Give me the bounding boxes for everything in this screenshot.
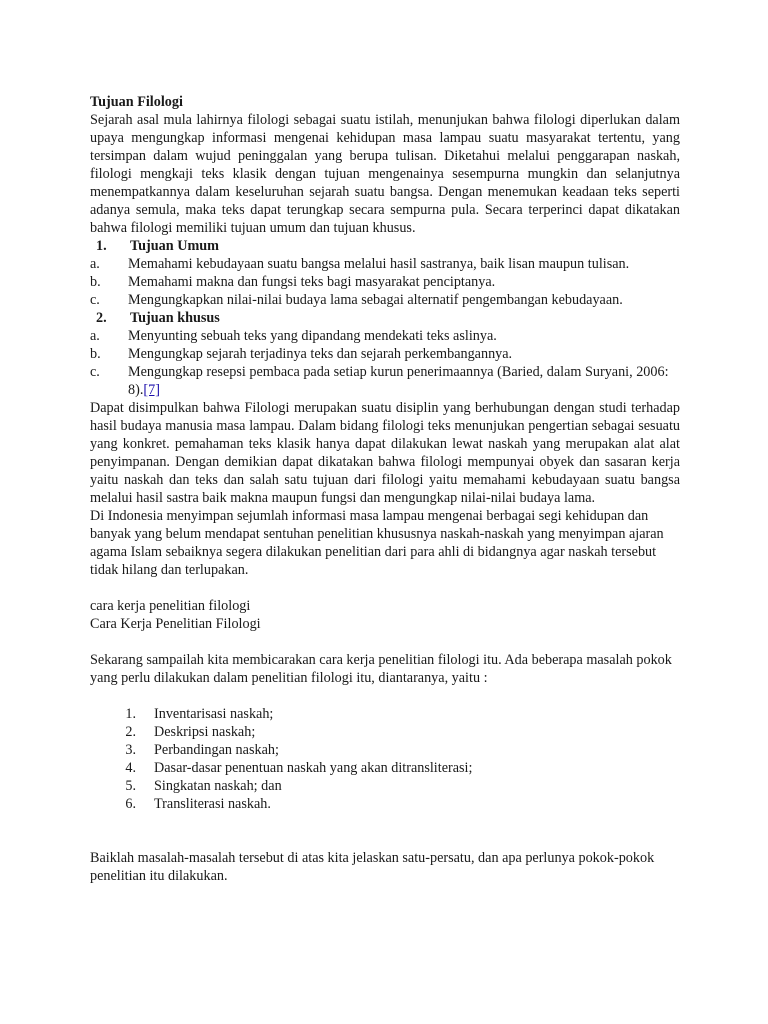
list-item (90, 327, 680, 345)
section-title: Tujuan Umum (130, 238, 219, 254)
list-item (90, 759, 680, 777)
citation-text: Mengungkap resepsi pembaca pada setiap kurun penerimaannya (Baried, dalam Suryani, 2006: 8). (128, 364, 669, 398)
section-heading-tujuan-umum (96, 237, 680, 255)
subtitle-lowercase: cara kerja penelitian filologi (90, 598, 251, 614)
step-text: Perbandingan naskah; (154, 742, 279, 758)
intro-paragraph: Sejarah asal mula lahirnya filologi sebagai suatu istilah, menunjukan bahwa filologi diperlukan dalam upaya mengungkap informasi mengenai kehidupan masa lampau suatu masyarakat tertentu, yang tersimpan dalam wujud peninggalan yang berupa tulisan. Diketahui melalui penggarapan naskah, filologi mengkaji teks klasik dengan tujuan mengenainya sesempurna mungkin dan selanjutnya menempatkannya dalam keseluruhan sejarah suatu bangsa. Dengan menemukan keadaan teks seperti adanya semula, maka teks dapat terungkap secara sempurna pula. Secara terperinci dapat dikatakan bahwa filologi memiliki tujuan umum dan tujuan khusus. (90, 112, 680, 236)
list-item (90, 723, 680, 741)
list-text: Memahami kebudayaan suatu bangsa melalui hasil sastranya, baik lisan maupun tulisan. (128, 256, 630, 272)
list-item (90, 345, 680, 363)
section-number: 1. (96, 238, 107, 254)
step-text: Inventarisasi naskah; (154, 706, 274, 722)
footnote-link[interactable]: [7] (143, 382, 160, 398)
list-marker: a. (90, 256, 100, 272)
steps-intro-paragraph: Sekarang sampailah kita membicarakan cara kerja penelitian filologi itu. Ada beberapa masalah pokok yang perlu dilakukan dalam penelitian filologi itu, diantaranya, yaitu : (90, 652, 672, 686)
step-number: 1. (125, 706, 136, 722)
steps-list (90, 705, 680, 813)
step-number: 5. (125, 778, 136, 794)
section-number: 2. (96, 310, 107, 326)
spacer (90, 813, 680, 849)
list-item (90, 273, 680, 291)
closing-paragraph: Baiklah masalah-masalah tersebut di atas kita jelaskan satu-persatu, dan apa perlunya pokok-pokok penelitian itu dilakukan. (90, 850, 655, 884)
list-text: Mengungkap sejarah terjadinya teks dan sejarah perkembangannya. (128, 346, 513, 362)
section-title: Tujuan khusus (130, 310, 220, 326)
spacer (90, 687, 680, 705)
list-item (90, 363, 680, 399)
list-item (90, 741, 680, 759)
list-item (90, 705, 680, 723)
list-marker: c. (90, 292, 100, 308)
heading-tujuan-filologi: Tujuan Filologi (90, 94, 183, 110)
document-content (90, 93, 680, 885)
step-number: 6. (125, 796, 136, 812)
list-marker: b. (90, 346, 101, 362)
step-text: Deskripsi naskah; (154, 724, 256, 740)
step-text: Singkatan naskah; dan (154, 778, 282, 794)
list-text: Menyunting sebuah teks yang dipandang mendekati teks aslinya. (128, 328, 497, 344)
step-text: Transliterasi naskah. (154, 796, 271, 812)
list-marker: b. (90, 274, 101, 290)
list-item (90, 795, 680, 813)
list-item (90, 255, 680, 273)
step-number: 3. (125, 742, 136, 758)
list-item (90, 291, 680, 309)
list-marker: c. (90, 364, 100, 380)
list-marker: a. (90, 328, 100, 344)
list-text: Memahami makna dan fungsi teks bagi masyarakat penciptanya. (128, 274, 496, 290)
list-text (128, 363, 680, 399)
step-number: 2. (125, 724, 136, 740)
spacer (90, 633, 680, 651)
step-number: 4. (125, 760, 136, 776)
conclusion-paragraph-2: Di Indonesia menyimpan sejumlah informasi masa lampau mengenai berbagai segi kehidupan dan banyak yang belum mendapat sentuhan penelitian khususnya naskah-naskah yang menyimpan ajaran agama Islam sebaiknya segera dilakukan penelitian dari para ahli di bidangnya agar naskah tersebut tidak hilang dan terlupakan. (90, 508, 664, 578)
list-text: Mengungkapkan nilai-nilai budaya lama sebagai alternatif pengembangan kebudayaan. (128, 292, 623, 308)
spacer (90, 579, 680, 597)
step-text: Dasar-dasar penentuan naskah yang akan ditransliterasi; (154, 760, 473, 776)
section-heading-tujuan-khusus (96, 309, 680, 327)
conclusion-paragraph-1: Dapat disimpulkan bahwa Filologi merupakan suatu disiplin yang berhubungan dengan studi terhadap hasil budaya manusia masa lampau. Dalam bidang filologi teks menunjukan pengertian sebagai sesuatu yang konkret. pemahaman teks klasik hanya dapat dilakukan lewat naskah yang merupakan alat alat penyimpanan. Dengan demikian dapat dikatakan bahwa filologi mempunyai obyek dan sasaran kerja yaitu naskah dan teks dan salah satu tujuan dari filologi yaitu memahami kebudayaan suatu bangsa melalui hasil sastra baik makna maupun fungsi dan mengungkap nilai-nilai budaya lama. (90, 400, 680, 506)
list-item (90, 777, 680, 795)
subtitle-cara-kerja: Cara Kerja Penelitian Filologi (90, 616, 261, 632)
